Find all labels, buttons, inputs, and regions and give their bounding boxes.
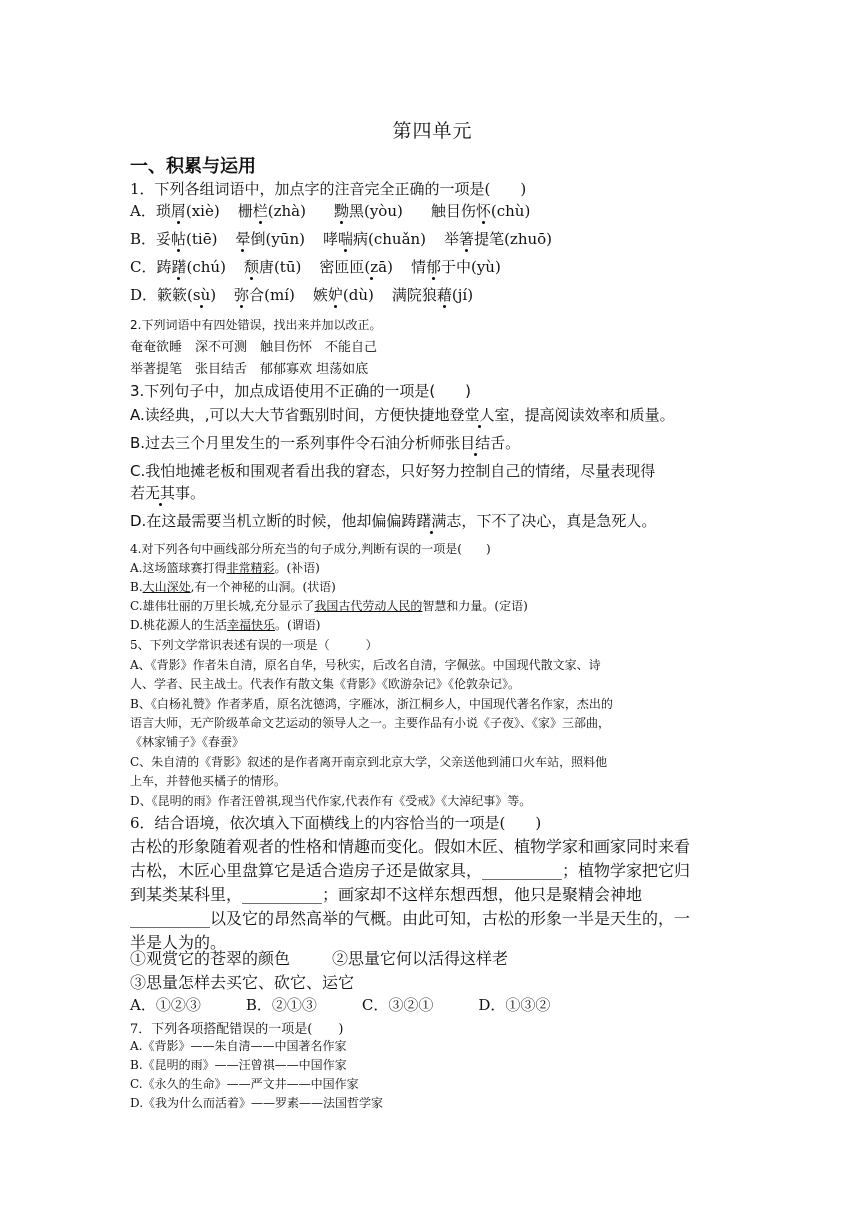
question-3-option-a: A.读经典，,可以大大节省甄别时间，方便快捷地登堂人室，提高阅读效率和质量。: [130, 406, 675, 424]
question-7-option-d: D.《我为什么而活着》——罗素——法国哲学家: [130, 1096, 384, 1110]
question-7-stem: 7．下列各项搭配错误的一项是( ): [130, 1022, 344, 1037]
question-6-stem: 6．结合语境，依次填入下面横线上的内容恰当的一项是( ): [130, 814, 542, 832]
question-1-option-b: B．妥帖(tiē) 晕倒(yūn) 哮喘病(chuǎn) 举箸提笔(zhuō): [130, 230, 553, 248]
question-5-option-a-line-2: 人、学者、民主战士。代表作有散文集《背影》《欧游杂记》《伦敦杂记》。: [130, 677, 521, 691]
question-7-option-c: C.《永久的生命》——严文井——中国作家: [130, 1077, 359, 1091]
question-5-option-b-line-2: 语言大师，无产阶级革命文艺运动的领导人之一。主要作品有小说《子夜》、《家》三部曲，: [130, 716, 611, 730]
question-3-option-c-line-1: C.我怕地摊老板和围观者看出我的窘态，只好努力控制自己的情绪，尽量表现得: [130, 462, 656, 480]
question-1-stem: 1．下列各组词语中，加点字的注音完全正确的一项是( ): [130, 180, 527, 198]
page-title: 第四单元: [392, 120, 473, 142]
question-6-choice-row-2: ③思量怎样去买它、砍它、运它: [130, 973, 355, 992]
question-2-row-1: 奄奄欲睡 深不可测 触目伤怀 不能自己: [130, 340, 378, 355]
question-6-passage-line-1: 古松的形象随着观者的性格和情趣而变化。假如木匠、植物学家和画家同时来看: [130, 837, 691, 856]
question-6-answers: A．①②③ B．②①③ C．③②① D．①③②: [130, 996, 551, 1014]
question-7-option-a: A.《背影》——朱自清——中国著名作家: [130, 1039, 347, 1053]
question-3-option-b: B.过去三个月里发生的一系列事件令石油分析师张目结舌。: [130, 434, 521, 452]
question-5-option-b-line-3: 《林家铺子》《春蚕》: [130, 735, 245, 749]
question-4-option-a: A.这场篮球赛打得非常精彩。(补语): [130, 561, 320, 575]
question-4-option-d: D.桃花源人的生活幸福快乐。(谓语): [130, 618, 321, 632]
question-4-option-c: C.雄伟壮丽的万里长城,充分显示了我国古代劳动人民的智慧和力量。(定语): [130, 599, 528, 613]
question-6-passage-line-3: 到某类某科里，__________；画家却不这样东想西想，他只是聚精会神地: [130, 885, 643, 904]
question-6-passage-line-2: 古松，木匠心里盘算它是适合造房子还是做家具，__________；植物学家把它归: [130, 861, 691, 880]
question-6-choice-row-1: ①观赏它的苍翠的颜色 ②思量它何以活得这样老: [130, 949, 509, 968]
question-5-option-c-line-2: 上车，并替他买橘子的情形。: [130, 774, 287, 788]
question-1-option-d: D．簌簌(sù) 弥合(mí) 嫉妒(dù) 满院狼藉(jí): [130, 286, 474, 304]
question-7-option-b: B.《昆明的雨》——汪曾祺——中国作家: [130, 1058, 347, 1072]
question-5-option-b-line-1: B、《白杨礼赞》作者茅盾，原名沈德鸿，字雁冰，浙江桐乡人，中国现代著名作家，杰出的: [130, 697, 613, 711]
question-1-option-a: A．琐屑(xiè) 栅栏(zhà) 黝黑(yòu) 触目伤怀(chù): [130, 202, 531, 220]
question-1-option-c: C．踌躇(chú) 颓唐(tū) 密匝匝(zā) 情郁于中(yù): [130, 258, 501, 276]
question-6-passage-line-5: 半是人为的。: [130, 933, 227, 952]
question-5-option-d: D、《昆明的雨》作者汪曾祺,现当代作家,代表作有《受戒》《大淖纪事》等。: [130, 794, 532, 808]
question-3-option-d: D.在这最需要当机立断的时候，他却偏偏踌躇满志，下不了决心，真是急死人。: [130, 512, 657, 530]
question-6-passage-line-4: __________以及它的昂然高举的气概。由此可知，古松的形象一半是天生的，一: [130, 909, 691, 928]
question-5-option-c-line-1: C、朱自清的《背影》叙述的是作者离开南京到北京大学，父亲送他到浦口火车站，照料他: [130, 755, 608, 769]
section-heading: 一、积累与运用: [130, 156, 256, 177]
question-4-option-b: B.大山深处,有一个神秘的山洞。(状语): [130, 580, 336, 594]
question-4-stem: 4.对下列各句中画线部分所充当的句子成分,判断有误的一项是( ): [130, 542, 491, 556]
question-5-stem: 5、下列文学常识表述有误的一项是（ ）: [130, 638, 378, 652]
question-3-stem: 3.下列句子中，加点成语使用不正确的一项是( ): [130, 382, 472, 400]
question-2-row-2: 举著提笔 张目结舌 郁郁寡欢 坦荡如底: [130, 362, 369, 377]
question-3-option-c-line-2: 若无其事。: [130, 484, 206, 502]
question-2-stem: 2.下列词语中有四处错误，找出来并加以改正。: [130, 318, 382, 332]
question-5-option-a-line-1: A、《背影》作者朱自清，原名自华，号秋实，后改名自清，字佩弦。中国现代散文家、诗: [130, 658, 601, 672]
